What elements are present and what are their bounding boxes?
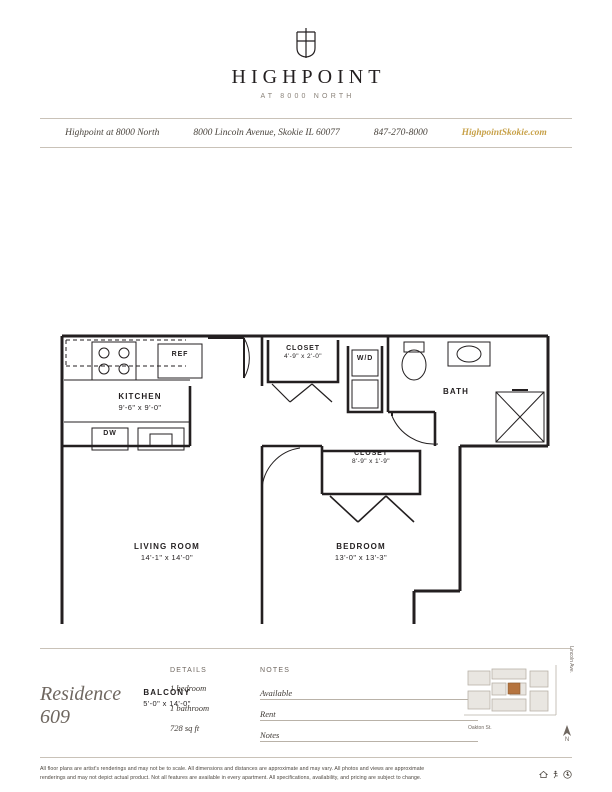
building-key-map: [462, 646, 574, 743]
note-row-rent[interactable]: [260, 704, 478, 725]
note-label-rent: Rent: [260, 709, 276, 719]
note-rule: [260, 741, 478, 742]
key-map-unit-highlight: [508, 683, 520, 694]
contact-phone[interactable]: 847-270-8000: [373, 128, 428, 138]
note-row-notes[interactable]: [260, 725, 478, 746]
appliance-label-dishwasher: DW: [103, 430, 117, 437]
contact-website-link[interactable]: HighpointSkokie.com: [461, 128, 547, 138]
residence-label: Residence: [40, 683, 122, 705]
disclaimer-line-2: renderings and may not depict actual product. Not all features are available in every apartment. All specifications, availability, and pricing are subject to change.: [40, 774, 422, 781]
note-label-notes: Notes: [260, 730, 280, 740]
page-title: HIGHPOINT: [231, 66, 386, 88]
note-rule: [260, 699, 478, 700]
room-label-balcony: BALCONY 5'-0" x 14'-0": [143, 688, 191, 708]
brand-subtitle: AT 8000 NORTH: [260, 93, 355, 100]
accessibility-icon: [551, 770, 560, 783]
room-label-kitchen: KITCHEN 9'-6" x 9'-0": [118, 392, 162, 412]
north-arrow-icon: [560, 725, 574, 743]
contact-address: 8000 Lincoln Avenue, Skokie IL 60077: [193, 128, 340, 138]
note-rule: [260, 720, 478, 721]
appliance-label-refrigerator: REF: [171, 351, 189, 358]
note-row-available[interactable]: [260, 683, 478, 704]
room-label-closet-hall: CLOSET 4'-9" x 2'-0": [284, 345, 322, 361]
compliance-icons: [539, 770, 572, 783]
footer: [40, 648, 572, 741]
details-heading: DETAILS: [170, 667, 208, 674]
details-column: [170, 665, 260, 741]
room-label-bath: BATH: [442, 387, 470, 396]
highpoint-h-monogram-icon: [289, 26, 323, 60]
note-label-available: Available: [260, 688, 293, 698]
residence-number: 609: [40, 706, 70, 728]
detail-bathrooms: 1 bathroom: [170, 703, 210, 713]
room-label-bedroom: BEDROOM 13'-0" x 13'-3": [334, 542, 388, 562]
equal-housing-icon: [539, 770, 548, 783]
detail-bedrooms: 1 bedroom: [170, 683, 207, 693]
keymap-street-lincoln: Lincoln Ave.: [568, 646, 574, 673]
page-header: [0, 0, 612, 100]
room-label-closet-bedroom: CLOSET 8'-9" x 1'-9": [352, 450, 390, 466]
contact-property: Highpoint at 8000 North: [65, 128, 160, 138]
handicap-icon: [563, 770, 572, 783]
notes-column: [260, 665, 478, 741]
detail-square-feet: 728 sq ft: [170, 723, 200, 733]
disclaimer-line-1: All floor plans are artist's renderings and may not be to scale. All dimensions and distances are approximate and may vary. All photos and views are approximate: [40, 766, 425, 772]
room-label-washer-dryer: W/D: [356, 355, 374, 362]
keymap-street-oakton: Oakton St.: [468, 725, 492, 731]
residence-block: [40, 665, 170, 741]
disclaimer: [40, 757, 572, 782]
contact-bar: [40, 118, 572, 148]
room-label-living-room: LIVING ROOM 14'-1" x 14'-0": [134, 542, 200, 562]
notes-heading: NOTES: [260, 667, 291, 674]
north-label: N: [564, 737, 570, 743]
